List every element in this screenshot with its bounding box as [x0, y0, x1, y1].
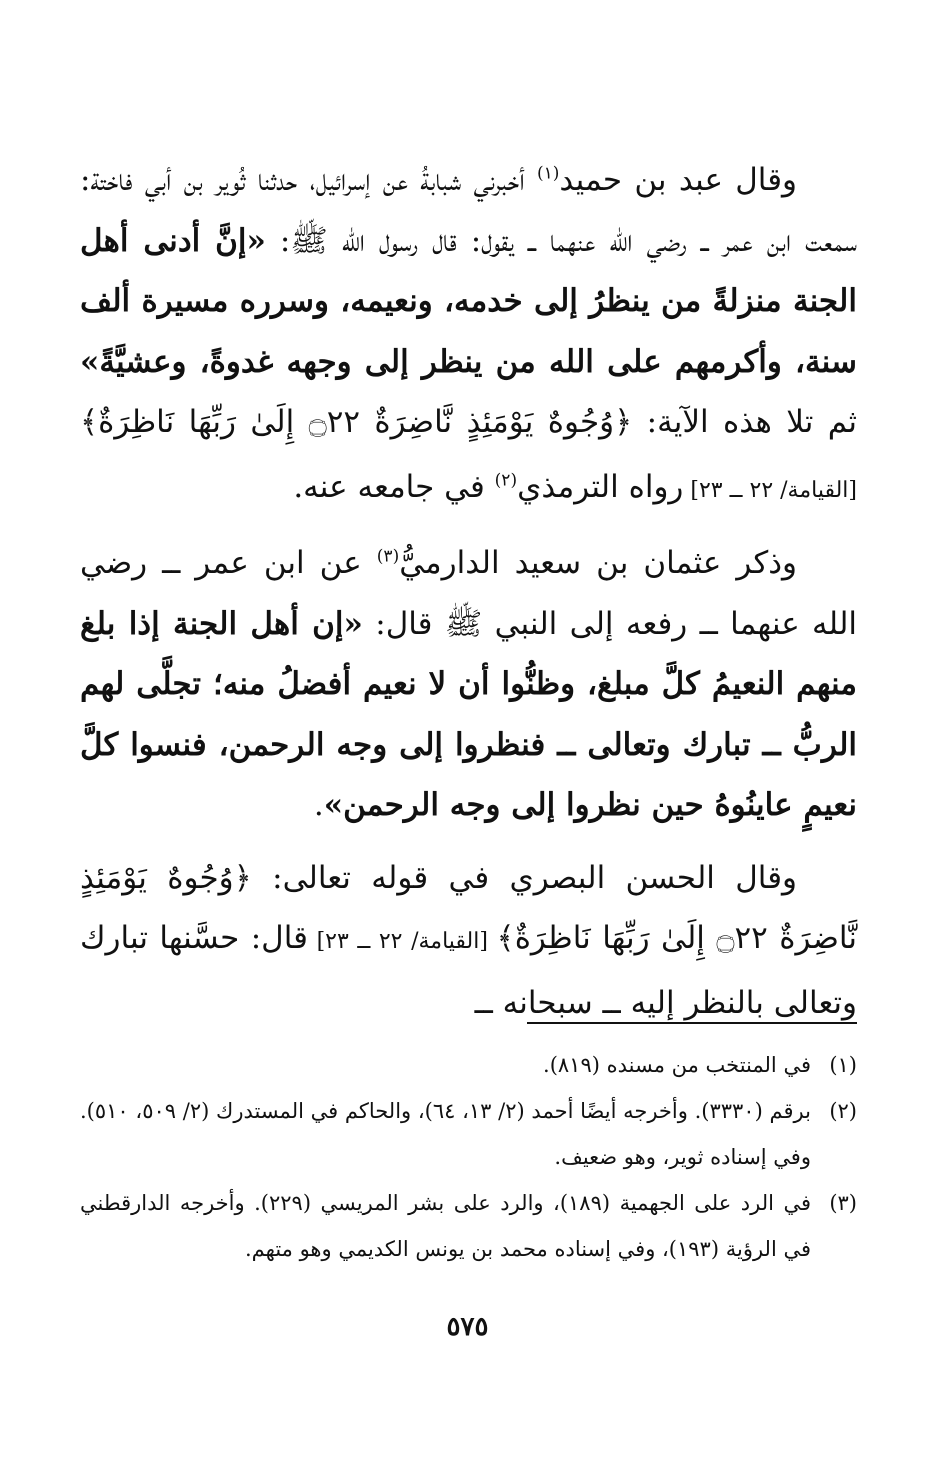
- paragraph-abd-ibn-humayd: [80, 150, 857, 521]
- hadith-text: «إنَّ أدنى أهل الجنة منزلةً من ينظرُ إلى خدمه، ونعيمه، وسرره مسيرة ألف سنة، وأكرمهم على الله من ينظر إلى وجهه غدوةً، وعشيَّةً»: [80, 222, 857, 380]
- page-body: [80, 150, 857, 1045]
- footnote-text: برقم (٣٣٣٠). وأخرجه أيضًا أحمد (٢/ ١٣، ٦٤)، والحاكم في المستدرك (٢/ ٥٠٩، ٥١٠). وفي إسناده ثوير، وهو ضعيف.: [80, 1099, 811, 1169]
- paragraph-intro: وذكر عثمان بن سعيد الدارميُّ: [399, 545, 797, 581]
- footnote-text: في الرد على الجهمية (١٨٩)، والرد على بشر المريسي (٢٢٩). وأخرجه الدارقطني في الرؤية (١٩٣)، وفي إسناده محمد بن يونس الكديمي وهو متهم.: [80, 1191, 811, 1261]
- footnote-separator: [527, 1022, 857, 1024]
- paragraph-hasan-basri: [80, 848, 857, 1034]
- footnote-number: (٣): [829, 1191, 857, 1215]
- footnote-item: [80, 1180, 857, 1272]
- hadith-text: «إن أهل الجنة إذا بلغ منهم النعيمُ كلَّ مبلغ، وظنُّوا أن لا نعيم أفضلُ منه؛ تجلَّى لهم الربُّ ــ تبارك وتعالى ــ فنظروا إلى وجه الرحمن، فنسوا كلَّ نعيمٍ عاينُوهُ حين نظروا إلى وجه الرحمن»: [80, 605, 858, 823]
- footnotes-section: [80, 1042, 857, 1272]
- footnote-text: في المنتخب من مسنده (٨١٩).: [543, 1053, 811, 1077]
- paragraph-uthman-darimi: [80, 533, 857, 836]
- isnad-text: أخبرني شبابةُ عن إسرائيل، حدثنا ثُوير بن أبي فاختة: سمعت ابن عمر ــ رضي الله عنهما ــ يقول: قال رسول الله ﷺ:: [80, 162, 857, 259]
- quran-verse: ﴿وُجُوهٌ يَوْمَئِذٍ نَّاضِرَةٌ ۝٢٢ إِلَىٰ رَبِّهَا نَاظِرَةٌ﴾: [80, 404, 633, 440]
- footnote-number: (٢): [829, 1099, 857, 1123]
- page-number: ٥٧٥: [446, 1312, 489, 1342]
- footnote-number: (١): [829, 1053, 857, 1077]
- transition-text: ثم تلا هذه الآية:: [632, 404, 857, 440]
- paragraph-end: .: [313, 787, 324, 823]
- isnad-text: عن ابن عمر ــ رضي الله عنهما ــ رفعه إلى النبي ﷺ قال:: [80, 545, 857, 642]
- paragraph-intro: وقال الحسن البصري في قوله تعالى:: [251, 859, 797, 896]
- paragraph-continuation: قال: حسَّنها تبارك وتعالى بالنظر إليه ــ سبحانه ــ: [80, 920, 857, 1021]
- narration-source-end: في جامعه عنه.: [293, 468, 495, 505]
- footnote-item: [80, 1042, 857, 1088]
- narration-source: رواه الترمذي: [517, 468, 684, 505]
- paragraph-intro: وقال عبد بن حميد: [559, 162, 797, 198]
- quran-verse: ﴿وُجُوهٌ يَوْمَئِذٍ نَّاضِرَةٌ ۝٢٢ إِلَىٰ رَبِّهَا نَاظِرَةٌ﴾: [80, 859, 857, 956]
- verse-reference: [القيامة/ ٢٢ ــ ٢٣]: [683, 477, 857, 503]
- footnote-item: [80, 1088, 857, 1180]
- footnote-reference-3[interactable]: (٣): [376, 546, 400, 567]
- footnote-reference-1[interactable]: (١): [536, 163, 560, 184]
- footnote-reference-2[interactable]: (٢): [494, 470, 518, 491]
- verse-reference: [القيامة/ ٢٢ ــ ٢٣]: [307, 929, 497, 954]
